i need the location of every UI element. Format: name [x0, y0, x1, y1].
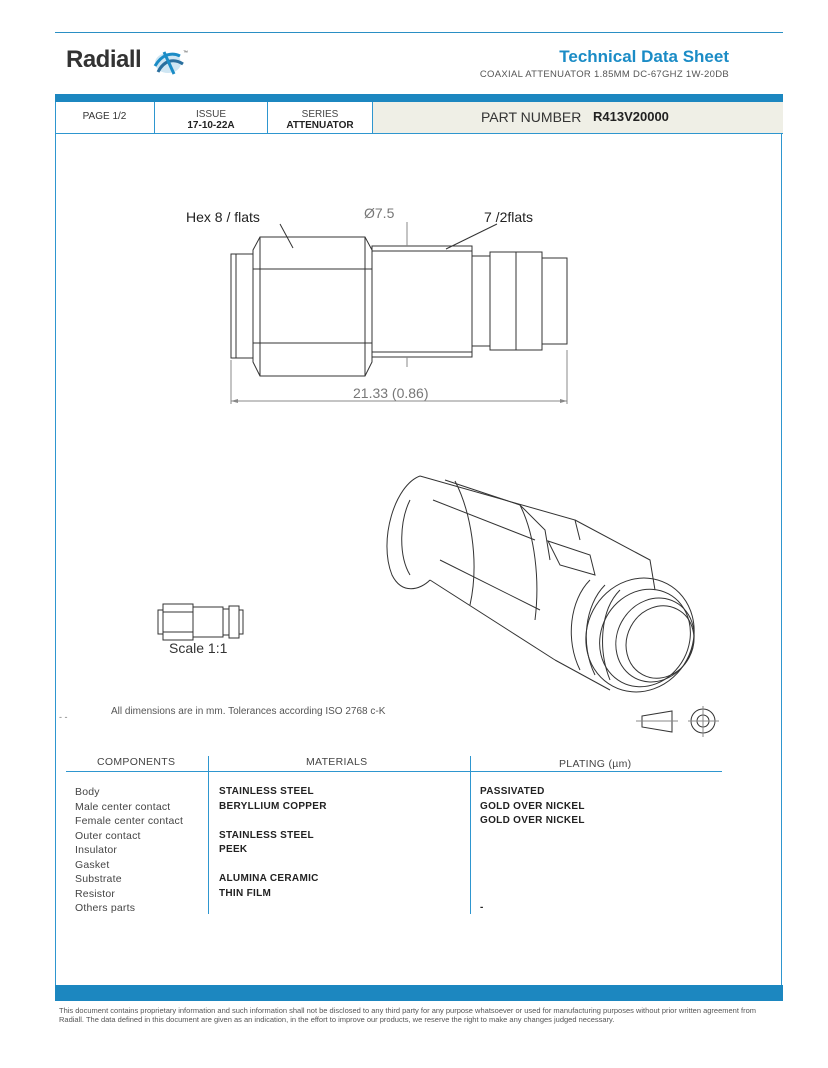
table-cell-material: THIN FILM	[219, 888, 272, 899]
series-label: SERIES	[301, 109, 339, 120]
table-cell-component: Male center contact	[75, 801, 171, 813]
table-divider-2	[470, 756, 471, 914]
table-cell-plating: -	[480, 902, 484, 913]
brand-logo-text: Radiall	[66, 46, 142, 73]
table-cell-plating: GOLD OVER NICKEL	[480, 801, 585, 812]
issue-label: ISSUE	[195, 109, 226, 120]
table-divider-1	[208, 756, 209, 914]
table-cell-component: Resistor	[75, 888, 116, 900]
table-cell-material: STAINLESS STEEL	[219, 830, 314, 841]
table-cell-component: Others parts	[75, 902, 136, 914]
note-marks: - -	[59, 712, 68, 722]
table-cell-plating: PASSIVATED	[480, 786, 545, 797]
table-cell-material: ALUMINA CERAMIC	[219, 873, 319, 884]
col-header-plating: PLATING (µm)	[559, 758, 632, 770]
table-cell-component: Gasket	[75, 859, 110, 871]
table-cell-plating: GOLD OVER NICKEL	[480, 815, 585, 826]
table-cell-component: Female center contact	[75, 815, 184, 827]
svg-text:™: ™	[183, 50, 188, 56]
part-number-label: PART NUMBER	[481, 109, 582, 125]
table-cell-material: STAINLESS STEEL	[219, 786, 314, 797]
table-cell-component: Insulator	[75, 844, 118, 856]
col-header-materials: MATERIALS	[306, 756, 368, 768]
table-cell-component: Outer contact	[75, 830, 141, 842]
diameter-label: Ø7.5	[364, 205, 395, 221]
col-header-components: COMPONENTS	[97, 756, 176, 768]
page-subtitle: COAXIAL ATTENUATOR 1.85MM DC-67GHZ 1W-20DB	[479, 69, 729, 80]
legal-footer: This document contains proprietary information and such information shall not be disclosed to any third party for any purpose whatsoever or used for manufacturing purposes without prior written agreement from Radiall. The data defined in this document are given as an indication, in the effort to improve our products, we reserve the right to make any changes judged necessary.	[59, 1006, 757, 1024]
page-indicator: PAGE 1/2	[82, 111, 127, 122]
table-cell-component: Body	[75, 786, 100, 798]
flats-label: 7 /2flats	[484, 209, 534, 225]
table-cell-component: Substrate	[75, 873, 122, 885]
scale-label: Scale 1:1	[169, 640, 228, 656]
hex-label: Hex 8 / flats	[186, 209, 260, 225]
bottom-blue-bar	[55, 985, 783, 1001]
table-header-rule	[66, 771, 722, 772]
table-cell-material: PEEK	[219, 844, 248, 855]
length-dimension: 21.33 (0.86)	[353, 385, 429, 401]
issue-value: 17-10-22A	[187, 120, 235, 131]
page-title: Technical Data Sheet	[559, 47, 729, 66]
dimensions-note: All dimensions are in mm. Tolerances according ISO 2768 c-K	[111, 706, 386, 717]
series-value: ATTENUATOR	[286, 120, 354, 131]
part-number-value: R413V20000	[593, 109, 669, 124]
table-cell-material: BERYLLIUM COPPER	[219, 801, 327, 812]
